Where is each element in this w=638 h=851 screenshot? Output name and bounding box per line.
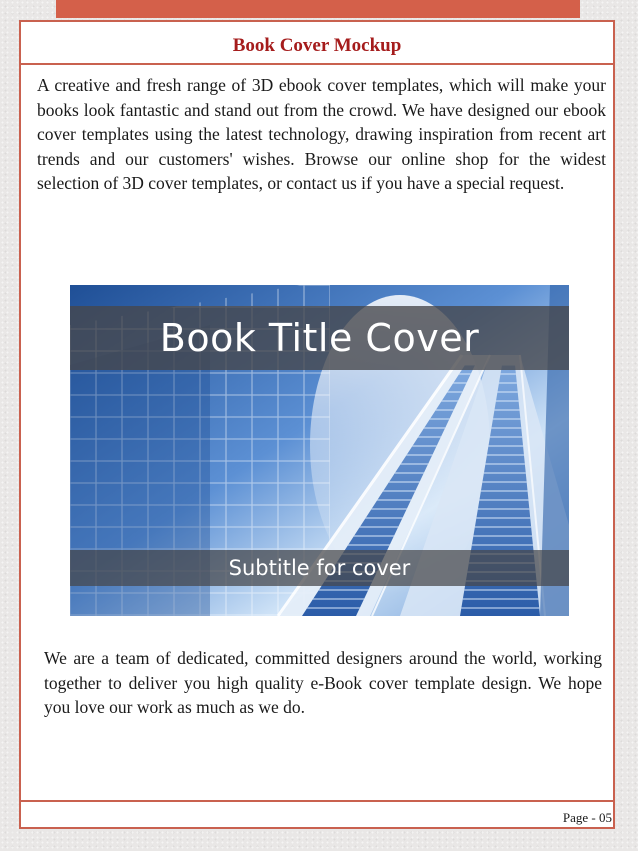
cover-title: Book Title Cover <box>159 316 480 360</box>
closing-paragraph: We are a team of dedicated, committed designers around the world, working together to deliver you high quality e-Book cover template design. We hope you love our work as much as we do. <box>44 648 602 718</box>
footer-divider <box>19 800 615 802</box>
page-number: Page - 05 <box>562 810 612 825</box>
page-title: Book Cover Mockup <box>232 35 402 56</box>
cover-subtitle: Subtitle for cover <box>228 556 411 580</box>
title-divider <box>19 63 615 65</box>
book-cover-image <box>70 285 569 616</box>
intro-paragraph: A creative and fresh range of 3D ebook cover templates, which will make your books look fantastic and stand out from the crowd. We have designed our ebook cover templates using the latest technology, drawing inspiration from recent art trends and our customers' wishes. Browse our online shop for the widest selection of 3D cover templates, or contact us if you have a special request. <box>37 75 606 194</box>
top-accent-band <box>56 0 580 18</box>
